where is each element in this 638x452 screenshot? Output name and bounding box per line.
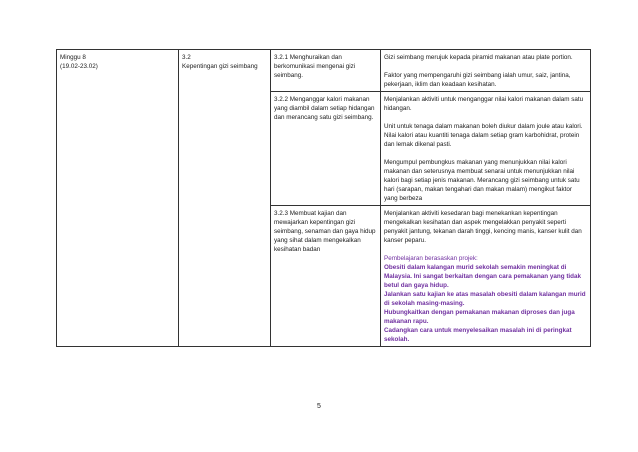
week-dates: (19.02-23.02) xyxy=(60,63,98,70)
week-cell xyxy=(57,50,179,347)
objective-text: 3.2.3 Membuat kajian dan mewajarkan kepentingan gizi seimbang, senaman dan gaya hidup yang sihat dalam mengekalkan kesihatan badan xyxy=(274,210,376,253)
activity-cell xyxy=(381,92,591,206)
page-number: 5 xyxy=(317,403,321,410)
activity-text: Menjalankan aktiviti untuk menganggar nilai kalori makanan dalam satu hidangan. xyxy=(384,96,584,112)
objective-cell xyxy=(271,50,381,92)
activity-text: Unit untuk tenaga dalam makanan boleh diukur dalam joule atau kalori. Nilai kalori atau kuantiti tenaga dalam setiap gram karbohidrat, protein dan lemak dikenal pasti. xyxy=(384,123,583,148)
week-label: Minggu 8 xyxy=(60,54,86,61)
objective-cell xyxy=(271,92,381,206)
activity-cell xyxy=(381,206,591,347)
table-row xyxy=(57,50,591,92)
project-text: Cadangkan cara untuk menyelesaikan masalah ini di peringkat sekolah. xyxy=(384,327,572,343)
project-title: Pembelajaran berasaskan projek: xyxy=(384,255,478,262)
topic-title: Kepentingan gizi seimbang xyxy=(182,63,258,70)
activity-text: Mengumpul pembungkus makanan yang menunjukkan nilai kalori makanan dan seterusnya membuat senarai untuk menunjukkan nilai kalori bagi setiap jenis makanan. Merancang gizi seimbang untuk satu hari (sarapan, makan tengahari dan makan malam) mengikut faktor yang berbeza xyxy=(384,159,580,202)
objective-cell xyxy=(271,206,381,347)
topic-number: 3.2 xyxy=(182,54,191,61)
activity-text: Gizi seimbang merujuk kepada piramid makanan atau plate portion. xyxy=(384,54,573,61)
project-text: Jalankan satu kajian ke atas masalah obesiti dalam kalangan murid di sekolah masing-masing. xyxy=(384,291,586,307)
activity-text: Faktor yang mempengaruhi gizi seimbang ialah umur, saiz, jantina, pekerjaan, iklim dan keadaan kesihatan. xyxy=(384,72,571,88)
project-text: Hubungkaitkan dengan pemakanan makanan diproses dan juga makanan rapu. xyxy=(384,309,575,325)
lesson-plan-table xyxy=(56,49,591,347)
objective-text: 3.2.1 Menghuraikan dan berkomunikasi mengenai gizi seimbang. xyxy=(274,54,356,79)
activity-text: Menjalankan aktiviti kesedaran bagi menekankan kepentingan mengekalkan kesihatan dan aspek mengelakkan penyakit seperti penyakit jantung, tekanan darah tinggi, kencing manis, kanser kulit dan kanser peparu. xyxy=(384,210,582,244)
project-text: Obesiti dalam kalangan murid sekolah semakin meningkat di Malaysia. Ini sangat berkaitan dengan cara pemakanan yang tidak betul dan gaya hidup. xyxy=(384,264,582,289)
topic-cell xyxy=(179,50,271,347)
activity-cell xyxy=(381,50,591,92)
objective-text: 3.2.2 Menganggar kalori makanan yang diambil dalam setiap hidangan dan merancang satu gizi seimbang. xyxy=(274,96,375,121)
